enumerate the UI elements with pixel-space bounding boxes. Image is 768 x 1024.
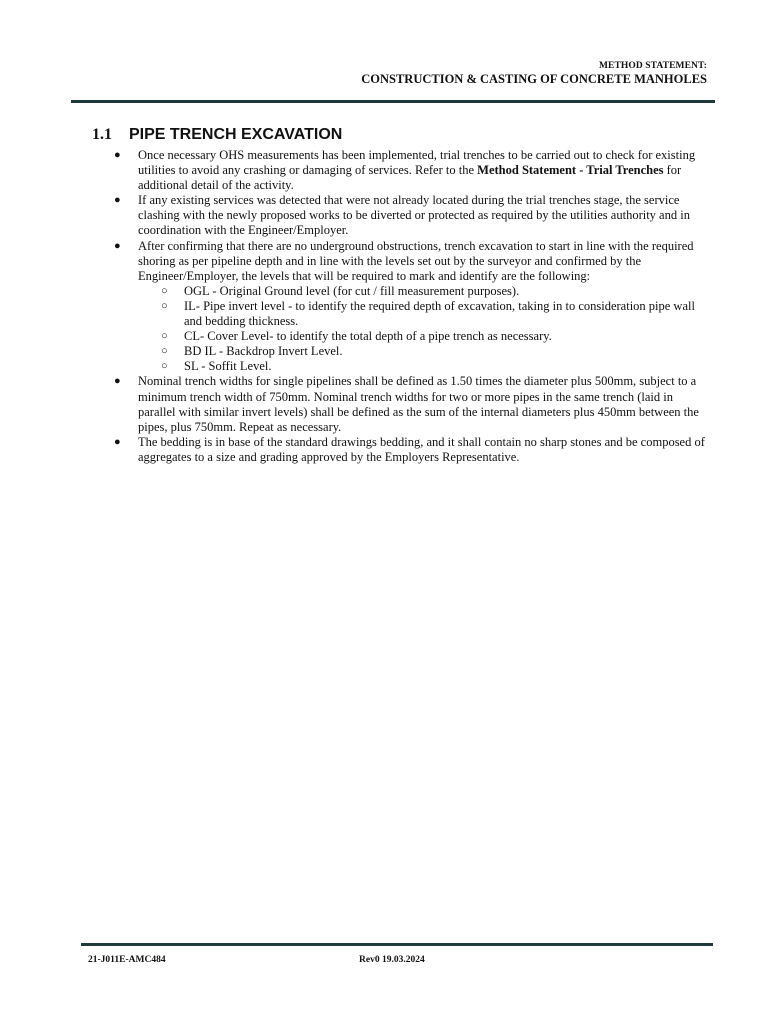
bullet-text: If any existing services was detected that were not already located during the trial trenches stage, the service clashing with the newly proposed works to be diverted or protected as required by the utilities authority and in coordination with the Engineer/Employer. [138, 193, 690, 238]
section-title: PIPE TRENCH EXCAVATION [129, 126, 343, 143]
footer-doc-code: 21-J011E-AMC484 [88, 955, 166, 965]
sub-bullet-item [159, 299, 710, 329]
circle-bullet-icon: ○ [161, 345, 168, 358]
sub-bullet-text: CL- Cover Level- to identify the total depth of a pipe trench as necessary. [184, 329, 552, 344]
circle-bullet-icon: ○ [161, 330, 168, 343]
bullet-text-after: for additional detail of the activity. [138, 163, 682, 193]
bullet-icon: ● [114, 194, 121, 207]
bullet-item [113, 435, 710, 465]
bullet-text-bold: Method Statement - Trial Trenches [477, 163, 664, 178]
footer-divider [81, 943, 713, 946]
footer-revision: Rev0 19.03.2024 [359, 955, 425, 965]
bullet-icon: ● [114, 149, 121, 161]
sub-bullet-item [159, 329, 710, 344]
bullet-item [113, 374, 710, 434]
circle-bullet-icon: ○ [161, 299, 168, 312]
sub-bullet-item [159, 284, 710, 299]
sub-bullet-item [159, 344, 710, 359]
circle-bullet-icon: ○ [161, 284, 168, 297]
sub-bullet-item [159, 359, 710, 374]
bullet-item [113, 239, 710, 375]
bullet-icon: ● [114, 239, 121, 252]
bullet-item [113, 148, 710, 193]
bullet-icon: ● [114, 375, 121, 388]
bullet-text: The bedding is in base of the standard drawings bedding, and it shall contain no sharp stones and be composed of aggregates to a size and grading approved by the Employers Representative. [138, 434, 705, 464]
sub-bullet-list [138, 284, 710, 375]
circle-bullet-icon: ○ [161, 360, 168, 373]
sub-bullet-text: SL - Soffit Level. [184, 359, 272, 374]
bullet-text: Nominal trench widths for single pipelines shall be defined as 1.50 times the diameter plus 500mm, subject to a minimum trench width of 750mm. Nominal trench widths for two or more pipes in the same trench (laid in parallel with similar invert levels) shall be defined as the sum of the internal diameters plus 450mm between the pipes, plus 750mm. Repeat as necessary. [138, 374, 699, 434]
bullet-item [113, 193, 710, 238]
sub-bullet-text: OGL - Original Ground level (for cut / fill measurement purposes). [184, 283, 520, 298]
sub-bullet-text: BD IL - Backdrop Invert Level. [184, 344, 343, 359]
section-heading [92, 126, 342, 144]
bullet-icon: ● [114, 435, 121, 448]
header-subtitle: METHOD STATEMENT: [598, 61, 707, 71]
bullet-list [113, 148, 710, 465]
bullet-text: After confirming that there are no underground obstructions, trench excavation to start in line with the required shoring as per pipeline depth and in line with the levels set out by the surveyor and confirmed by the Engineer/Employer, the levels that will be required to mark and identify are the following: [138, 238, 694, 283]
section-body [113, 148, 710, 465]
bullet-text: Once necessary OHS measurements has been implemented, trial trenches to be carried out to check for existing utilities to avoid any crashing or damaging of services. Refer to the [138, 148, 696, 178]
header-title: CONSTRUCTION & CASTING OF CONCRETE MANHOLES [361, 72, 707, 86]
section-number: 1.1 [92, 126, 112, 143]
header-divider [71, 100, 715, 103]
sub-bullet-text: IL- Pipe invert level - to identify the required depth of excavation, taking in to consideration pipe wall and bedding thickness. [184, 298, 695, 329]
